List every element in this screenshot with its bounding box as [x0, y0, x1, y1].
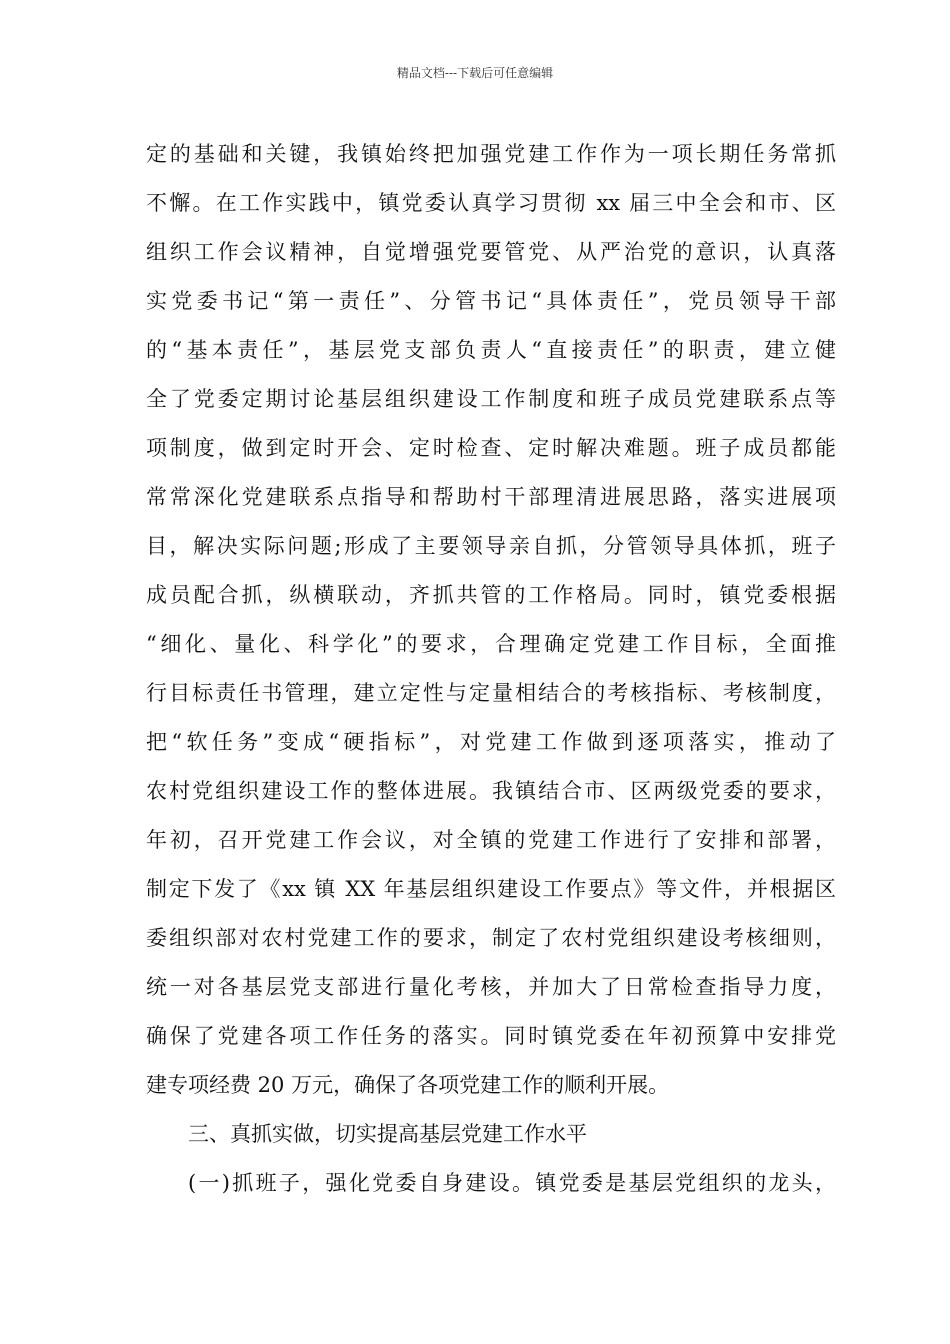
paragraph-line: 农村党组织建设工作的整体进展。我镇结合市、区两级党委的要求， [146, 779, 836, 803]
page-header: 精品文档---下载后可任意编辑 [396, 66, 554, 80]
paragraph-line: 把“软任务”变成“硬指标”，对党建工作做到逐项落实，推动了 [146, 730, 836, 754]
paragraph-line: 组织工作会议精神，自觉增强党要管党、从严治党的意识，认真落 [146, 240, 836, 264]
paragraph-line: 不懈。在工作实践中，镇党委认真学习贯彻 xx 届三中全会和市、区 [146, 191, 836, 215]
paragraph-line: 制定下发了《xx 镇 XX 年基层组织建设工作要点》等文件，并根据区 [146, 877, 836, 901]
paragraph-line: 定的基础和关键，我镇始终把加强党建工作作为一项长期任务常抓 [146, 142, 836, 166]
paragraph-line: 全了党委定期讨论基层组织建设工作制度和班子成员党建联系点等 [146, 387, 836, 411]
paragraph-line: 项制度，做到定时开会、定时检查、定时解决难题。班子成员都能 [146, 436, 836, 460]
paragraph-line: 年初，召开党建工作会议，对全镇的党建工作进行了安排和部署， [146, 828, 836, 852]
paragraph-line: 建专项经费 20 万元，确保了各项党建工作的顺利开展。 [146, 1073, 670, 1097]
paragraph-line: 行目标责任书管理，建立定性与定量相结合的考核指标、考核制度， [146, 681, 836, 705]
paragraph-line: 统一对各基层党支部进行量化考核，并加大了日常检查指导力度， [146, 975, 836, 999]
paragraph-line: 的“基本责任”，基层党支部负责人“直接责任”的职责，建立健 [146, 338, 836, 362]
document-body [146, 130, 836, 1208]
paragraph-line: 委组织部对农村党建工作的要求，制定了农村党组织建设考核细则， [146, 926, 836, 950]
section-heading: 三、真抓实做，切实提高基层党建工作水平 [188, 1122, 587, 1146]
paragraph-line: 成员配合抓，纵横联动，齐抓共管的工作格局。同时，镇党委根据 [146, 583, 836, 607]
paragraph-line: 实党委书记“第一责任”、分管书记“具体责任”，党员领导干部 [146, 289, 836, 313]
paragraph-line: “细化、量化、科学化”的要求，合理确定党建工作目标，全面推 [146, 632, 836, 656]
paragraph-line: 确保了党建各项工作任务的落实。同时镇党委在年初预算中安排党 [146, 1024, 836, 1048]
paragraph-line: (一)抓班子，强化党委自身建设。镇党委是基层党组织的龙头， [188, 1171, 836, 1195]
paragraph-line: 目，解决实际问题;形成了主要领导亲自抓，分管领导具体抓，班子 [146, 534, 836, 558]
paragraph-line: 常常深化党建联系点指导和帮助村干部理清进展思路，落实进展项 [146, 485, 836, 509]
